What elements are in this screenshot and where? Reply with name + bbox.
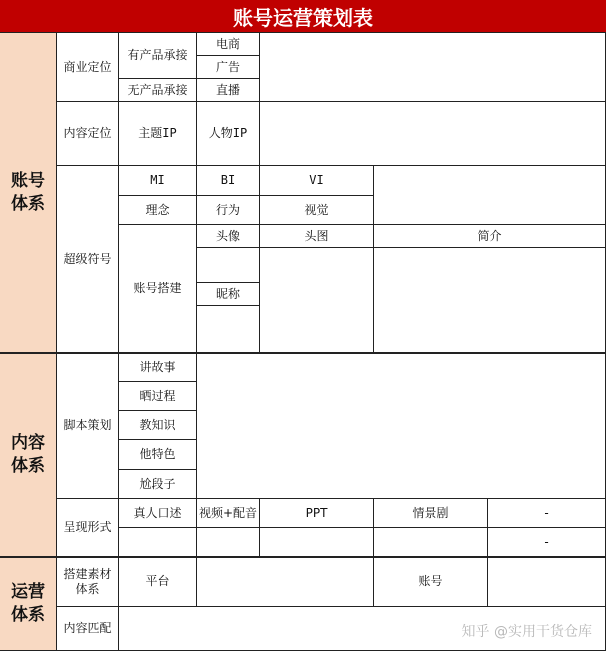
script-item: 晒过程 [119,382,197,411]
form-item: - [488,499,606,528]
form-item: PPT [260,499,374,528]
section-content-system [0,353,57,557]
watermark [462,621,592,641]
material-system-text: 搭建素材 体系 [63,566,112,596]
account-cell[interactable] [488,557,606,607]
avatar-cell[interactable] [197,248,260,283]
form-cell[interactable] [260,528,374,557]
account-build-label: 账号搭建 [119,225,197,353]
form-cell[interactable] [119,528,197,557]
form-cell[interactable] [197,528,260,557]
header-image-label: 头图 [260,225,374,248]
persona-ip-label: 人物IP [197,102,260,166]
content-positioning-notes[interactable] [260,102,606,166]
super-symbol-notes[interactable] [374,166,606,225]
content-match-label: 内容匹配 [57,607,119,651]
section-content-label: 内容 体系 [11,433,45,476]
form-item: 视频+配音 [197,499,260,528]
script-item: 他特色 [119,440,197,470]
section-account-system [0,33,57,353]
script-item: 教知识 [119,411,197,440]
platform-label: 平台 [119,557,197,607]
form-cell-last[interactable]: - [488,528,606,557]
ads-label: 广告 [197,56,260,79]
section-account-label: 账号 体系 [11,171,45,214]
form-item: 情景剧 [374,499,488,528]
section-operation-label: 运营 体系 [11,582,45,625]
vi-label: VI [260,166,374,196]
mi-label: MI [119,166,197,196]
presentation-label: 呈现形式 [57,499,119,557]
content-positioning-label: 内容定位 [57,102,119,166]
super-symbol-label: 超级符号 [57,166,119,353]
nickname-cell[interactable] [197,306,260,353]
business-positioning-label: 商业定位 [57,33,119,102]
nickname-label: 昵称 [197,283,260,306]
section-operation-system [0,557,57,651]
platform-cell[interactable] [197,557,374,607]
form-cell[interactable] [374,528,488,557]
without-product-label: 无产品承接 [119,79,197,102]
script-item: 讲故事 [119,353,197,382]
material-system-label [57,557,119,607]
watermark-text: 知乎 @实用干货仓库 [461,624,592,640]
script-item: 尬段子 [119,470,197,499]
ecommerce-label: 电商 [197,33,260,56]
behavior-label: 行为 [197,196,260,225]
idea-label: 理念 [119,196,197,225]
intro-label: 简介 [374,225,606,248]
header-image-cell[interactable] [260,248,374,353]
business-positioning-notes[interactable] [260,33,606,102]
form-item: 真人口述 [119,499,197,528]
intro-cell[interactable] [374,248,606,353]
with-product-label: 有产品承接 [119,33,197,79]
script-plan-notes[interactable] [197,353,606,499]
bi-label: BI [197,166,260,196]
account-label: 账号 [374,557,488,607]
theme-ip-label: 主题IP [119,102,197,166]
sheet-title: 账号运营策划表 [0,0,606,33]
script-plan-label: 脚本策划 [57,353,119,499]
livestream-label: 直播 [197,79,260,102]
visual-label: 视觉 [260,196,374,225]
avatar-label: 头像 [197,225,260,248]
